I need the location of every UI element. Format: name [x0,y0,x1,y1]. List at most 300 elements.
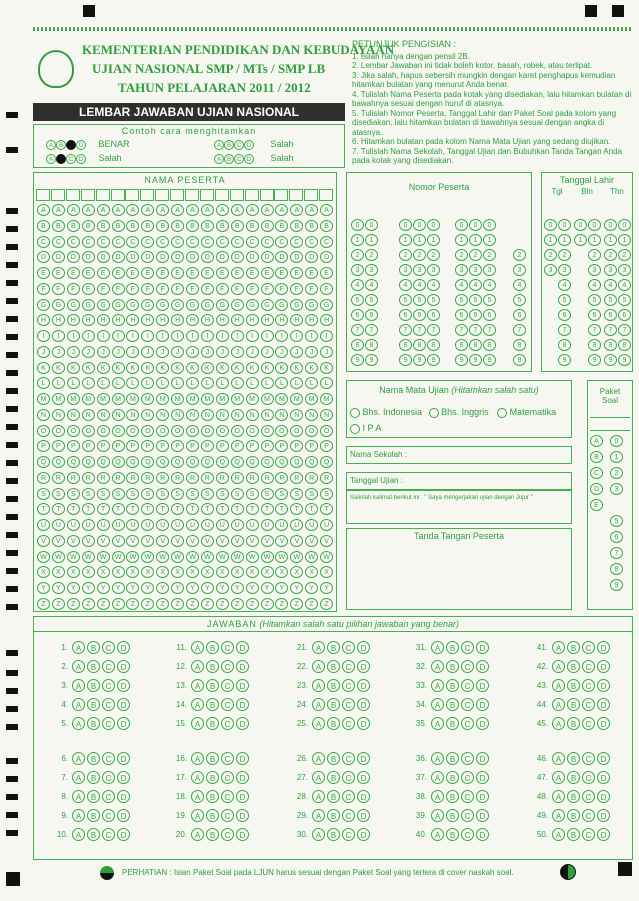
tanggal-bubble[interactable]: 3 [544,264,557,276]
name-bubble[interactable]: E [231,267,244,279]
name-bubble[interactable]: E [37,267,50,279]
name-bubble[interactable]: I [290,330,303,342]
name-bubble[interactable]: G [216,299,229,311]
answer-bubble[interactable]: B [446,790,459,803]
answer-bubble[interactable]: D [236,809,249,822]
name-bubble[interactable]: F [290,283,303,295]
name-bubble[interactable]: B [156,220,169,232]
tanggal-bubble[interactable]: 6 [604,309,617,321]
name-bubble[interactable]: Y [186,582,199,594]
name-bubble[interactable]: K [305,362,318,374]
nomor-bubble[interactable]: 6 [351,309,364,321]
answer-bubble[interactable]: D [597,717,610,730]
name-letter-cell[interactable] [200,189,214,201]
name-bubble[interactable]: E [320,267,333,279]
name-bubble[interactable]: U [126,519,139,531]
name-bubble[interactable]: J [37,346,50,358]
name-bubble[interactable]: R [171,472,184,484]
name-bubble[interactable]: J [171,346,184,358]
name-bubble[interactable]: F [246,283,259,295]
name-bubble[interactable]: U [82,519,95,531]
name-bubble[interactable]: M [290,393,303,405]
answer-bubble[interactable]: B [327,809,340,822]
name-letter-cell[interactable] [304,189,318,201]
answer-bubble[interactable]: D [597,660,610,673]
name-bubble[interactable]: X [216,566,229,578]
name-bubble[interactable]: E [97,267,110,279]
name-bubble[interactable]: W [97,551,110,563]
name-bubble[interactable]: V [67,535,80,547]
answer-bubble[interactable]: B [567,828,580,841]
name-bubble[interactable]: P [320,440,333,452]
answer-bubble[interactable]: B [327,828,340,841]
answer-bubble[interactable]: C [221,790,234,803]
name-bubble[interactable]: E [261,267,274,279]
tanggal-bubble[interactable]: 1 [544,234,557,246]
name-letter-cell[interactable] [96,189,110,201]
name-bubble[interactable]: P [231,440,244,452]
nomor-bubble[interactable]: 0 [455,219,468,231]
name-bubble[interactable]: T [201,503,214,515]
nomor-bubble[interactable]: 3 [413,264,426,276]
name-bubble[interactable]: F [141,283,154,295]
tanggal-bubble[interactable]: 5 [588,294,601,306]
nomor-bubble[interactable]: 8 [513,339,526,351]
name-bubble[interactable]: O [171,425,184,437]
name-bubble[interactable]: X [231,566,244,578]
nomor-bubble[interactable]: 3 [427,264,440,276]
answer-bubble[interactable]: A [191,752,204,765]
name-bubble[interactable]: A [112,204,125,216]
name-bubble[interactable]: A [231,204,244,216]
name-bubble[interactable]: P [112,440,125,452]
name-bubble[interactable]: G [290,299,303,311]
answer-bubble[interactable]: D [236,679,249,692]
name-bubble[interactable]: F [97,283,110,295]
answer-bubble[interactable]: C [461,752,474,765]
name-bubble[interactable]: R [246,472,259,484]
name-bubble[interactable]: V [37,535,50,547]
answer-bubble[interactable]: C [221,771,234,784]
name-bubble[interactable]: H [67,314,80,326]
name-bubble[interactable]: F [37,283,50,295]
name-bubble[interactable]: W [156,551,169,563]
nomor-bubble[interactable]: 4 [351,279,364,291]
name-bubble[interactable]: O [82,425,95,437]
name-bubble[interactable]: X [186,566,199,578]
name-bubble[interactable]: U [246,519,259,531]
answer-bubble[interactable]: C [582,660,595,673]
answer-bubble[interactable]: D [236,717,249,730]
name-bubble[interactable]: B [82,220,95,232]
answer-bubble[interactable]: B [446,641,459,654]
tanggal-bubble[interactable]: 9 [618,354,631,366]
nomor-bubble[interactable]: 3 [399,264,412,276]
answer-bubble[interactable]: C [342,752,355,765]
name-bubble[interactable]: X [37,566,50,578]
name-bubble[interactable]: F [67,283,80,295]
name-bubble[interactable]: G [112,299,125,311]
answer-bubble[interactable]: C [342,660,355,673]
answer-bubble[interactable]: B [327,679,340,692]
tanggal-bubble[interactable]: 3 [558,264,571,276]
answer-bubble[interactable]: D [236,752,249,765]
name-bubble[interactable]: Q [52,456,65,468]
answer-bubble[interactable]: B [446,771,459,784]
name-bubble[interactable]: Y [156,582,169,594]
answer-bubble[interactable]: B [206,790,219,803]
name-bubble[interactable]: C [320,236,333,248]
name-bubble[interactable]: T [97,503,110,515]
name-bubble[interactable]: W [201,551,214,563]
name-bubble[interactable]: O [305,425,318,437]
answer-bubble[interactable]: A [552,828,565,841]
nomor-bubble[interactable]: 4 [399,279,412,291]
name-bubble[interactable]: D [37,251,50,263]
name-bubble[interactable]: N [231,409,244,421]
name-bubble[interactable]: U [97,519,110,531]
name-bubble[interactable]: R [126,472,139,484]
answer-bubble[interactable]: D [357,809,370,822]
name-bubble[interactable]: Z [246,598,259,610]
nomor-bubble[interactable]: 0 [351,219,364,231]
paket-bubble[interactable]: 0 [610,435,623,447]
name-bubble[interactable]: G [231,299,244,311]
name-bubble[interactable]: H [171,314,184,326]
name-bubble[interactable]: A [275,204,288,216]
name-bubble[interactable]: C [201,236,214,248]
nomor-bubble[interactable]: 3 [455,264,468,276]
name-bubble[interactable]: G [97,299,110,311]
answer-bubble[interactable]: D [357,752,370,765]
name-bubble[interactable]: V [112,535,125,547]
nomor-bubble[interactable]: 5 [455,294,468,306]
tanggal-bubble[interactable]: 0 [618,219,631,231]
name-bubble[interactable]: N [97,409,110,421]
paket-bubble[interactable]: B [590,451,603,463]
name-bubble[interactable]: W [261,551,274,563]
nomor-bubble[interactable]: 1 [427,234,440,246]
name-bubble[interactable]: Z [37,598,50,610]
nomor-bubble[interactable]: 3 [513,264,526,276]
name-bubble[interactable]: F [320,283,333,295]
name-bubble[interactable]: A [82,204,95,216]
name-bubble[interactable]: O [290,425,303,437]
answer-bubble[interactable]: B [567,679,580,692]
nama-sekolah-field[interactable] [346,446,572,464]
name-bubble[interactable]: Z [320,598,333,610]
nomor-bubble[interactable]: 9 [427,354,440,366]
name-bubble[interactable]: I [216,330,229,342]
name-bubble[interactable]: V [246,535,259,547]
name-bubble[interactable]: P [141,440,154,452]
name-bubble[interactable]: D [67,251,80,263]
name-bubble[interactable]: N [186,409,199,421]
name-bubble[interactable]: X [82,566,95,578]
name-bubble[interactable]: P [97,440,110,452]
name-bubble[interactable]: E [52,267,65,279]
name-bubble[interactable]: G [275,299,288,311]
name-bubble[interactable]: W [126,551,139,563]
answer-bubble[interactable]: B [567,809,580,822]
name-bubble[interactable]: Q [82,456,95,468]
name-bubble[interactable]: P [201,440,214,452]
answer-bubble[interactable]: D [117,771,130,784]
name-bubble[interactable]: R [141,472,154,484]
name-bubble[interactable]: A [141,204,154,216]
name-bubble[interactable]: F [261,283,274,295]
nomor-bubble[interactable]: 5 [351,294,364,306]
name-bubble[interactable]: H [126,314,139,326]
name-bubble[interactable]: T [67,503,80,515]
name-bubble[interactable]: Q [216,456,229,468]
name-bubble[interactable]: M [201,393,214,405]
answer-bubble[interactable]: C [342,717,355,730]
name-bubble[interactable]: G [126,299,139,311]
name-bubble[interactable]: Z [97,598,110,610]
name-bubble[interactable]: S [126,488,139,500]
name-bubble[interactable]: L [261,377,274,389]
name-bubble[interactable]: V [305,535,318,547]
name-bubble[interactable]: X [67,566,80,578]
answer-bubble[interactable]: D [236,771,249,784]
answer-bubble[interactable]: D [117,828,130,841]
answer-bubble[interactable]: A [191,771,204,784]
tanggal-bubble[interactable]: 1 [618,234,631,246]
tanggal-bubble[interactable]: 8 [558,339,571,351]
name-bubble[interactable]: F [126,283,139,295]
name-bubble[interactable]: T [171,503,184,515]
name-bubble[interactable]: G [261,299,274,311]
name-bubble[interactable]: D [305,251,318,263]
name-bubble[interactable]: A [67,204,80,216]
answer-bubble[interactable]: C [582,641,595,654]
name-bubble[interactable]: O [52,425,65,437]
name-bubble[interactable]: C [82,236,95,248]
paket-bubble[interactable]: 6 [610,531,623,543]
name-bubble[interactable]: V [290,535,303,547]
name-bubble[interactable]: J [261,346,274,358]
name-bubble[interactable]: I [275,330,288,342]
answer-bubble[interactable]: D [597,641,610,654]
nomor-bubble[interactable]: 1 [469,234,482,246]
name-bubble[interactable]: K [52,362,65,374]
name-bubble[interactable]: I [186,330,199,342]
name-bubble[interactable]: T [126,503,139,515]
name-bubble[interactable]: M [67,393,80,405]
name-bubble[interactable]: F [82,283,95,295]
nomor-bubble[interactable]: 8 [365,339,378,351]
paket-bubble[interactable]: 1 [610,451,623,463]
name-bubble[interactable]: C [112,236,125,248]
name-bubble[interactable]: J [52,346,65,358]
name-bubble[interactable]: G [305,299,318,311]
name-bubble[interactable]: Q [186,456,199,468]
answer-bubble[interactable]: B [567,660,580,673]
answer-bubble[interactable]: A [431,660,444,673]
nomor-bubble[interactable]: 7 [483,324,496,336]
name-bubble[interactable]: C [186,236,199,248]
paket-bubble[interactable]: 3 [610,483,623,495]
name-bubble[interactable]: G [37,299,50,311]
answer-bubble[interactable]: D [236,660,249,673]
nomor-bubble[interactable]: 1 [483,234,496,246]
name-bubble[interactable]: N [275,409,288,421]
name-bubble[interactable]: Y [305,582,318,594]
answer-bubble[interactable]: A [552,641,565,654]
name-bubble[interactable]: Q [171,456,184,468]
tanggal-bubble[interactable]: 6 [618,309,631,321]
nomor-bubble[interactable]: 9 [483,354,496,366]
nomor-bubble[interactable]: 0 [427,219,440,231]
name-bubble[interactable]: O [97,425,110,437]
name-bubble[interactable]: I [52,330,65,342]
name-bubble[interactable]: H [216,314,229,326]
answer-bubble[interactable]: D [476,790,489,803]
name-bubble[interactable]: L [290,377,303,389]
name-letter-cell[interactable] [51,189,65,201]
name-bubble[interactable]: W [320,551,333,563]
name-bubble[interactable]: M [112,393,125,405]
name-bubble[interactable]: X [141,566,154,578]
name-bubble[interactable]: Y [141,582,154,594]
name-bubble[interactable]: P [67,440,80,452]
nomor-bubble[interactable]: 4 [455,279,468,291]
tanggal-bubble[interactable]: 8 [604,339,617,351]
answer-bubble[interactable]: A [72,771,85,784]
name-bubble[interactable]: L [97,377,110,389]
name-bubble[interactable]: V [231,535,244,547]
name-bubble[interactable]: Z [186,598,199,610]
nomor-bubble[interactable]: 0 [483,219,496,231]
name-bubble[interactable]: P [246,440,259,452]
nomor-bubble[interactable]: 4 [365,279,378,291]
name-bubble[interactable]: W [82,551,95,563]
name-bubble[interactable]: P [290,440,303,452]
name-bubble[interactable]: Y [82,582,95,594]
name-bubble[interactable]: E [156,267,169,279]
name-bubble[interactable]: T [141,503,154,515]
name-bubble[interactable]: Y [171,582,184,594]
nomor-bubble[interactable]: 6 [427,309,440,321]
name-bubble[interactable]: X [171,566,184,578]
answer-bubble[interactable]: D [117,660,130,673]
name-bubble[interactable]: O [126,425,139,437]
name-bubble[interactable]: G [246,299,259,311]
name-bubble[interactable]: E [216,267,229,279]
name-bubble[interactable]: V [320,535,333,547]
name-bubble[interactable]: Q [67,456,80,468]
name-bubble[interactable]: F [156,283,169,295]
name-bubble[interactable]: J [216,346,229,358]
nomor-bubble[interactable]: 4 [483,279,496,291]
name-bubble[interactable]: V [97,535,110,547]
answer-bubble[interactable]: A [191,809,204,822]
answer-bubble[interactable]: B [87,771,100,784]
name-bubble[interactable]: Y [67,582,80,594]
name-bubble[interactable]: D [82,251,95,263]
name-bubble[interactable]: W [141,551,154,563]
name-bubble[interactable]: E [141,267,154,279]
answer-bubble[interactable]: D [117,717,130,730]
name-bubble[interactable]: G [320,299,333,311]
answer-bubble[interactable]: C [582,717,595,730]
answer-bubble[interactable]: B [206,828,219,841]
name-bubble[interactable]: C [156,236,169,248]
paket-bubble[interactable]: 2 [610,467,623,479]
nomor-bubble[interactable]: 5 [469,294,482,306]
answer-bubble[interactable]: D [597,752,610,765]
answer-bubble[interactable]: B [446,679,459,692]
answer-bubble[interactable]: B [567,752,580,765]
name-bubble[interactable]: I [112,330,125,342]
answer-bubble[interactable]: B [327,660,340,673]
answer-bubble[interactable]: B [446,660,459,673]
subject-bubble[interactable] [497,408,507,418]
name-bubble[interactable]: N [290,409,303,421]
answer-bubble[interactable]: B [206,752,219,765]
name-bubble[interactable]: E [82,267,95,279]
answer-bubble[interactable]: A [552,660,565,673]
name-bubble[interactable]: R [231,472,244,484]
nomor-bubble[interactable]: 2 [513,249,526,261]
name-bubble[interactable]: E [305,267,318,279]
name-bubble[interactable]: A [305,204,318,216]
name-bubble[interactable]: C [305,236,318,248]
name-bubble[interactable]: O [275,425,288,437]
name-bubble[interactable]: M [305,393,318,405]
tanggal-bubble[interactable]: 8 [618,339,631,351]
name-bubble[interactable]: V [156,535,169,547]
name-bubble[interactable]: Y [216,582,229,594]
name-bubble[interactable]: K [126,362,139,374]
name-bubble[interactable]: J [246,346,259,358]
name-bubble[interactable]: D [52,251,65,263]
answer-bubble[interactable]: C [221,828,234,841]
answer-bubble[interactable]: A [191,641,204,654]
name-bubble[interactable]: J [186,346,199,358]
nomor-bubble[interactable]: 9 [365,354,378,366]
name-bubble[interactable]: E [275,267,288,279]
answer-bubble[interactable]: C [102,660,115,673]
name-bubble[interactable]: W [171,551,184,563]
name-bubble[interactable]: G [201,299,214,311]
answer-bubble[interactable]: A [72,717,85,730]
name-bubble[interactable]: X [320,566,333,578]
answer-bubble[interactable]: B [87,660,100,673]
name-bubble[interactable]: B [141,220,154,232]
name-bubble[interactable]: W [186,551,199,563]
name-bubble[interactable]: K [112,362,125,374]
nomor-bubble[interactable]: 9 [399,354,412,366]
name-bubble[interactable]: T [305,503,318,515]
name-bubble[interactable]: W [216,551,229,563]
name-bubble[interactable]: G [156,299,169,311]
answer-bubble[interactable]: A [312,771,325,784]
name-bubble[interactable]: T [112,503,125,515]
answer-bubble[interactable]: A [312,641,325,654]
name-bubble[interactable]: Y [112,582,125,594]
nomor-bubble[interactable]: 2 [469,249,482,261]
answer-bubble[interactable]: D [117,809,130,822]
tanggal-bubble[interactable]: 2 [558,249,571,261]
nomor-bubble[interactable]: 6 [483,309,496,321]
name-bubble[interactable]: R [52,472,65,484]
name-bubble[interactable]: F [305,283,318,295]
name-bubble[interactable]: R [290,472,303,484]
name-bubble[interactable]: T [37,503,50,515]
answer-bubble[interactable]: B [206,809,219,822]
